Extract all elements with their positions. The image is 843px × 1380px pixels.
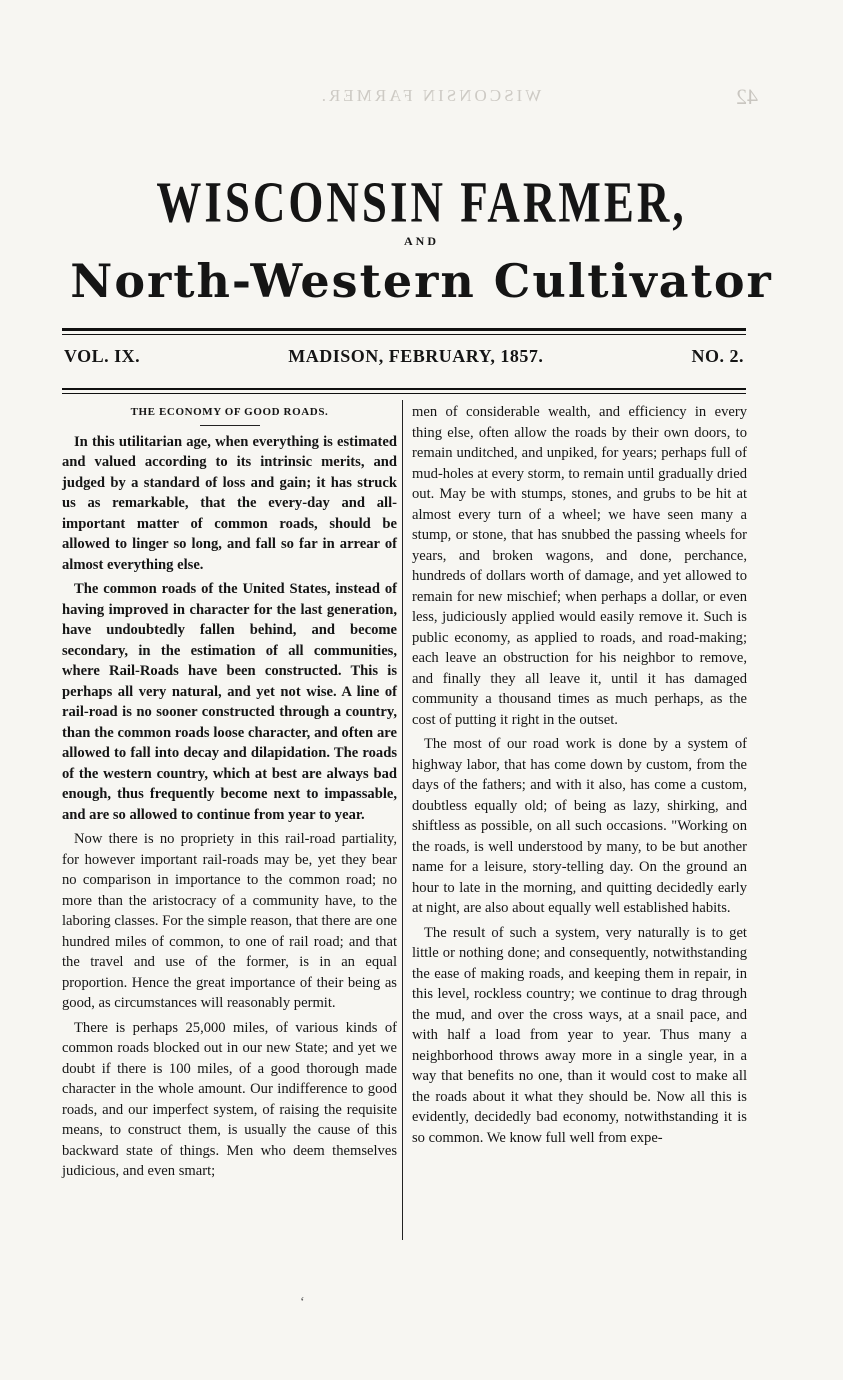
- volume-label: VOL. IX.: [64, 346, 141, 366]
- stray-mark: ‘: [300, 1295, 305, 1310]
- column-divider: [402, 400, 403, 1240]
- paragraph-1: In this utilitarian age, when everything is estimated and valued according to its intrinsic merits, and judged by a standard of loss and gain; it has struck us as remarkable, that the every-day and all-important matter of common roads, should be allowed to linger so long, and fall so far in arrear of almost everything else.: [62, 433, 397, 573]
- masthead-title: WISCONSIN FARMER,: [156, 169, 687, 235]
- dateline: MADISON, FEBRUARY, 1857.: [288, 346, 544, 366]
- issue-number: NO. 2.: [691, 346, 744, 366]
- article-heading: THE ECONOMY OF GOOD ROADS.: [130, 406, 329, 418]
- masthead-subtitle: North-Western Cultivator: [70, 254, 773, 308]
- issue-rule-bottom-thin: [62, 393, 746, 394]
- masthead-rule-top-thin: [62, 334, 746, 335]
- bleed-through-page-number: 42: [736, 84, 758, 109]
- masthead-and: AND: [404, 234, 439, 248]
- issue-info-line: [64, 346, 744, 367]
- paragraph-4: There is perhaps 25,000 miles, of various kinds of common roads blocked out in our new State; and yet we doubt if there is 100 miles, of a good thorough made character in the whole amount. Our indifference to good roads, and our imperfect system, of raising the requisite means, to construct them, is usually the cause of this backward state of things. Men who deem themselves judicious, and even smart;: [62, 1019, 397, 1179]
- article-column-right: [412, 402, 747, 1152]
- issue-rule-bottom: [62, 388, 746, 390]
- bleed-through-header: WISCONSIN FARMER.: [318, 86, 542, 105]
- paragraph-2: The common roads of the United States, instead of having improved in character for the last generation, have undoubtedly fallen behind, and become secondary, in the estimation of all communities, where Rail-Roads have been constructed. This is perhaps all very natural, and yet not wise. A line of rail-road is no sooner constructed through a country, than the common roads loose character, and often are allowed to fall into decay and dilapidation. The roads of the western country, which at best are always bad enough, thus frequently become next to impassable, and are so allowed to continue from year to year.: [62, 581, 397, 823]
- paragraph-6: The most of our road work is done by a system of highway labor, that has come down by custom, from the days of the fathers; and with it also, has come a custom, doubtless equally old; of being as lazy, shirking, and shiftless as possible, on all such occasions. "Working on the roads, is well understood by many, to be but another name for a leisure, story-telling day. On the ground an hour to late in the morning, and quitting decidedly early at night, are also about equally well established habits.: [412, 736, 747, 916]
- article-column-left: [62, 402, 397, 1186]
- paragraph-7: The result of such a system, very naturally is to get little or nothing done; and consequently, notwithstanding the ease of making roads, and keeping them in repair, in this level, rockless country; we continue to drag through the mud, and over the cross ways, at a snail pace, and with half a load from year to year. Thus many a neighborhood throws away more in a single year, in a way that benefits no one, than it would cost to make all the roads about it what they should be. Now all this is evidently, decidedly bad economy, notwithstanding it is so common. We know full well from expe-: [412, 924, 747, 1146]
- masthead-rule-top: [62, 328, 746, 331]
- heading-rule: [200, 425, 260, 426]
- paragraph-3: Now there is no propriety in this rail-road partiality, for however important rail-roads may be, yet they bear no comparison in importance to the common road; no more than the aristocracy of a community have, to the laboring classes. For the simple reason, that there are one hundred miles of common, to one of rail road; and that the travel and use of the former, is in an equal proportion. Hence the great importance of their being as good, as circumstances will reasonably permit.: [62, 831, 397, 1011]
- paragraph-5: men of considerable wealth, and efficiency in every thing else, often allow the roads by their own doors, to remain unditched, and unpiked, for years; perhaps full of mud-holes at every storm, to remain until gradually dried out. May be with stumps, stones, and grubs to be hit at almost every turn of a wheel; we have seen many a stump, or stone, that has snubbed the passing wheels for years, and broken wagons, and done, perchance, hundreds of dollars worth of damage, and yet allowed to remain for new mischief; when perhaps a dollar, or even less, judiciously applied would easily remove it. Such is public economy, as applied to roads, and road-making; each leave an obstruction for his neighbor to remove, and finally they all leave it, until it has damaged community a thousand times as much perhaps, as the cost of putting it right in the outset.: [412, 404, 747, 728]
